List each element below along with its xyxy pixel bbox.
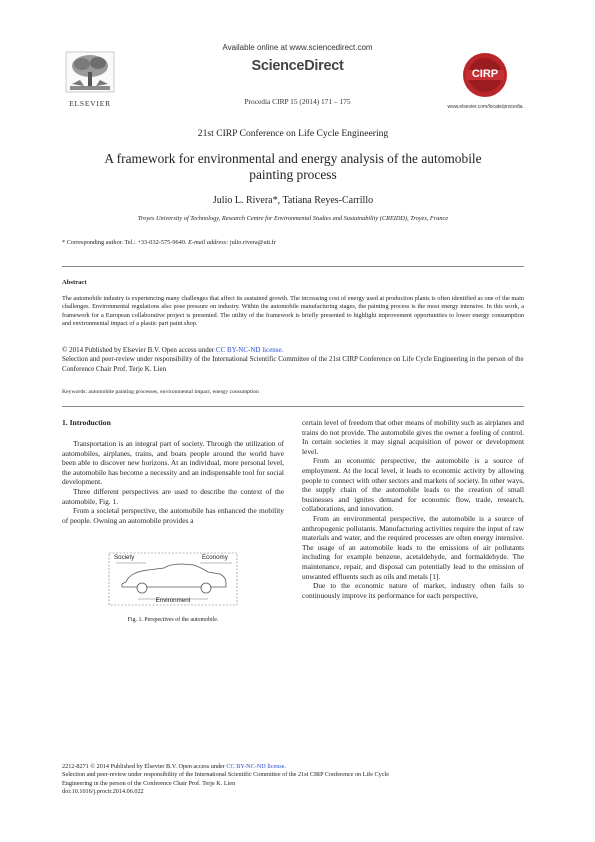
front-wheel-icon <box>137 583 147 593</box>
intro-paragraph-2: Three different perspectives are used to describe the context of the automobile, Fig. 1. <box>62 486 284 506</box>
copyright-prefix: © 2014 Published by Elsevier B.V. Open access under <box>62 346 216 354</box>
sciencedirect-brand[interactable]: ScienceDirect <box>251 58 344 74</box>
elsevier-tree-icon <box>62 50 118 94</box>
footer-doi[interactable]: doi:10.1016/j.procir.2014.06.022 <box>62 788 144 796</box>
footer-license-link[interactable]: CC BY-NC-ND license. <box>226 763 287 770</box>
intro-paragraph-6: From an environmental perspective, the automobile is a source of anthropogenic pollutants. Manufacturing activities require the input of raw materials and water, and the required processes are often energy intensive. The usage of an automobile leads to the emissions of air pollutants including for example benzene, acetaldehyde, and formaldehyde. The maintenance, repair, and disposal can potentially lead to the emission of unwanted effluents such as oils and metals [1]. <box>302 513 524 581</box>
figure-1 <box>108 552 238 606</box>
license-link[interactable]: CC BY-NC-ND license. <box>215 346 284 354</box>
journal-reference: Procedia CIRP 15 (2014) 171 – 175 <box>244 97 351 106</box>
intro-paragraph-3: From a societal perspective, the automobile has enhanced the mobility of people. Owning an automobile provides a <box>62 506 284 525</box>
footer-copyright <box>62 763 532 771</box>
intro-paragraph-4: certain level of freedom that other means of mobility such as airplanes and trains do not provide. The automobile gives the owner a feeling of control. In certain societies it may signal acquisition of power or development level. <box>302 418 524 456</box>
email-label: E-mail address: <box>188 239 229 246</box>
footer-copyright-prefix: 2212-8271 © 2014 Published by Elsevier B.V. Open access under <box>62 763 227 770</box>
corresponding-prefix: * Corresponding author. Tel.: +33-032-575-9640. <box>62 239 189 246</box>
figure-label-economy: Economy <box>202 554 228 561</box>
footer-selection-line-1: Selection and peer-review under responsibility of the International Scientific Committee of the 21st CIRP Conference on Life Cycle <box>62 771 389 779</box>
corresponding-author <box>62 239 524 246</box>
figure-label-society: Society <box>114 554 135 561</box>
affiliation: Troyes University of Technology, Research Centre for Environmental Studies and Sustainability (CREIDD), Troyes, France <box>137 215 449 222</box>
paper-title-line-1: A framework for environmental and energy analysis of the automobile <box>104 151 482 166</box>
paper-title <box>62 151 524 183</box>
authors: Julio L. Rivera*, Tatiana Reyes-Carrillo <box>212 195 374 206</box>
left-column <box>62 418 284 525</box>
elsevier-logo <box>62 50 118 108</box>
available-online-text: Available online at www.sciencedirect.com <box>222 43 373 52</box>
rear-wheel-icon <box>201 583 211 593</box>
page-footer <box>62 763 532 797</box>
figure-1-caption: Fig. 1. Perspectives of the automobile. <box>127 617 219 623</box>
abstract-heading: Abstract <box>62 279 87 286</box>
figure-label-environment: Environment <box>155 597 191 604</box>
section-heading-introduction: 1. Introduction <box>62 418 111 427</box>
elsevier-label: ELSEVIER <box>69 99 111 108</box>
email-address[interactable]: julio.rivera@utt.fr <box>228 239 276 246</box>
paper-title-line-2: painting process <box>249 167 337 182</box>
footer-selection-line-2: Engineering in the person of the Conference Chair Prof. Terje K. Lien <box>62 779 236 787</box>
right-column <box>302 418 524 600</box>
intro-paragraph-7: Due to the economic nature of market, industry often fails to continuously improve its performance for each perspective, <box>302 581 524 600</box>
intro-paragraph-5: From an economic perspective, the automobile is a source of employment. At the local level, it leads to economic activity by allowing people to connect with other sectors and markets of society. In other ways, the supply chain of the automobile leads to the creation of small businesses and ignites demand for economic flow, trade, research, collaborations, and innovation. <box>302 456 524 514</box>
cirp-logo <box>462 52 508 98</box>
abstract-body: The automobile industry is experiencing many challenges that affect its sustained growth. The increasing cost of energy used at production plants is often identified as one of the main challenges. Environmental regulations also pose pressure on industry. Within the automobile manufacturing stages, the painting process is the most energy intensive. In this work, a framework for a European collaborative project is presented. The utility of the framework is briefly presented to highlight improvement opportunities to lower energy consumption and environmental impact of a plastic part paint shop. <box>62 295 524 327</box>
abstract-copyright <box>62 346 524 374</box>
selection-statement: Selection and peer-review under responsibility of the International Scientific Committee of the 21st CIRP Conference on Life Cycle Engineering in the person of the Conference Chair Prof. Terje K. Lien <box>62 355 524 373</box>
cirp-logo-text: CIRP <box>471 68 499 80</box>
car-outline-icon <box>122 564 226 587</box>
keywords: Keywords: automobile painting processes, environmental impact, energy consumption <box>62 389 259 395</box>
intro-paragraph-1: Transportation is an integral part of society. Through the utilization of automobiles, airplanes, trains, and boats people around the world have been able to discover new horizons. At an individual, more personal level, the automobile has become a necessity and an indispensable tool for social development. <box>62 439 284 487</box>
cirp-url[interactable]: www.elsevier.com/locate/procedia <box>447 104 523 110</box>
divider-top <box>62 266 524 267</box>
conference-name: 21st CIRP Conference on Life Cycle Engineering <box>197 128 389 139</box>
divider-bottom <box>62 406 524 407</box>
